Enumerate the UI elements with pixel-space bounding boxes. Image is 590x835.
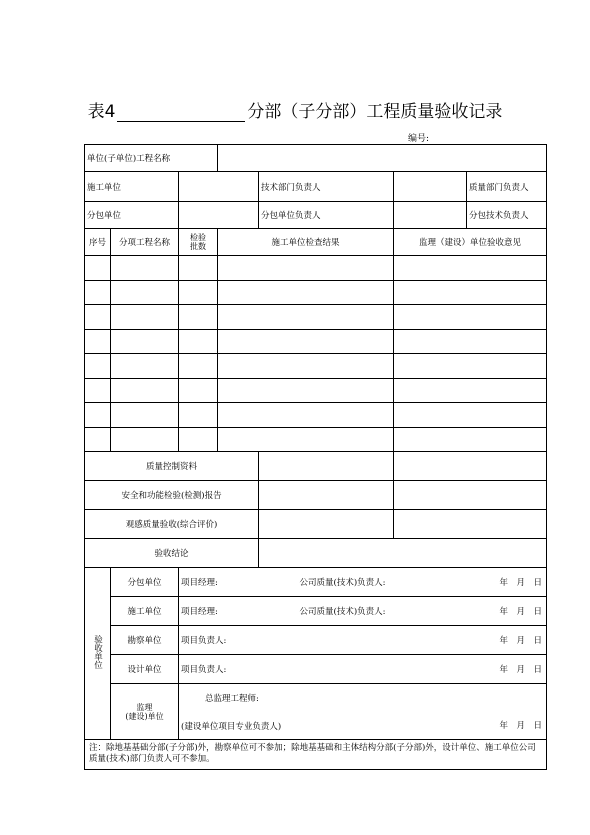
opinion-cell[interactable] [394,305,547,330]
seq-cell[interactable] [85,378,111,403]
acceptance-unit-label: 分包单位 [111,568,179,597]
table-row [85,305,547,330]
footnote: 注：除地基基础分部(子分部)外，勘察单位可不参加；除地基基础和主体结构分部(子分部)外，设计单位、施工单位公司质量(技术)部门负责人可不参加。 [85,740,547,770]
safety-report-opinion-field[interactable] [394,481,547,510]
acceptance-pm-label: 项目经理: [179,568,298,597]
appearance-opinion-field[interactable] [394,510,547,539]
acceptance-side-label-cell [85,568,111,740]
seq-cell[interactable] [85,427,111,452]
unit-project-name-field[interactable] [218,145,547,172]
row-unit-project [85,145,547,172]
opinion-cell[interactable] [394,354,547,379]
quality-docs-opinion-field[interactable] [394,452,547,481]
supervision-unit-label: 监理 (建设)单位 [111,684,179,740]
safety-report-result-field[interactable] [259,481,394,510]
col-opinion-header: 监理（建设）单位验收意见 [394,229,547,256]
acceptance-row-survey [85,626,547,655]
col-check-result-header: 施工单位检查结果 [218,229,394,256]
seq-cell[interactable] [85,305,111,330]
batch-count-cell[interactable] [179,378,218,403]
row-quality-docs [85,452,547,481]
row-construction-unit [85,172,547,202]
batch-count-cell[interactable] [179,354,218,379]
chief-supervisor-label: 总监理工程师: [205,694,259,704]
appearance-label: 观感质量验收(综合评价) [85,510,259,539]
acceptance-date: 年 月 日 [420,684,547,740]
subcontract-unit-field[interactable] [179,202,259,229]
opinion-cell[interactable] [394,256,547,281]
batch-count-cell[interactable] [179,256,218,281]
acceptance-qa-label: 公司质量(技术)负责人: [298,568,420,597]
row-column-headers [85,229,547,256]
acceptance-date: 年 月 日 [420,655,547,684]
unit-project-name-label: 单位(子单位)工程名称 [85,145,218,172]
check-result-cell[interactable] [218,305,394,330]
row-appearance [85,510,547,539]
batch-count-cell[interactable] [179,305,218,330]
subcontract-head-label: 分包单位负责人 [259,202,394,229]
opinion-cell[interactable] [394,378,547,403]
acceptance-row-subcontract [85,568,547,597]
row-safety-report [85,481,547,510]
batch-count-cell[interactable] [179,280,218,305]
item-name-cell[interactable] [111,378,179,403]
subcontract-unit-label: 分包单位 [85,202,179,229]
title-blank-field[interactable] [117,104,245,122]
form-title [0,97,590,122]
check-result-cell[interactable] [218,354,394,379]
conclusion-field[interactable] [259,539,547,568]
acceptance-unit-label: 施工单位 [111,597,179,626]
table-row [85,354,547,379]
subcontract-tech-head-label: 分包技术负责人 [467,202,547,229]
row-conclusion [85,539,547,568]
acceptance-row-construction [85,597,547,626]
check-result-cell[interactable] [218,280,394,305]
appearance-result-field[interactable] [259,510,394,539]
opinion-cell[interactable] [394,427,547,452]
conclusion-label: 验收结论 [85,539,259,568]
batch-count-cell[interactable] [179,329,218,354]
col-item-name-header: 分项工程名称 [111,229,179,256]
row-subcontract-unit [85,202,547,229]
item-name-cell[interactable] [111,329,179,354]
tech-dept-head-field[interactable] [394,172,467,202]
check-result-cell[interactable] [218,256,394,281]
acceptance-unit-label: 勘察单位 [111,626,179,655]
item-rows [85,256,547,452]
batch-count-cell[interactable] [179,427,218,452]
owner-project-head-label: (建设单位项目专业负责人) [181,722,282,732]
seq-cell[interactable] [85,354,111,379]
acceptance-row-supervision [85,684,547,740]
construction-unit-field[interactable] [179,172,259,202]
batch-count-cell[interactable] [179,403,218,428]
acceptance-date: 年 月 日 [420,597,547,626]
opinion-cell[interactable] [394,403,547,428]
item-name-cell[interactable] [111,427,179,452]
acceptance-date: 年 月 日 [420,568,547,597]
check-result-cell[interactable] [218,403,394,428]
item-name-cell[interactable] [111,256,179,281]
quality-dept-head-label: 质量部门负责人 [467,172,547,202]
check-result-cell[interactable] [218,329,394,354]
item-name-cell[interactable] [111,305,179,330]
col-seq-header: 序号 [85,229,111,256]
acceptance-qa-label: 公司质量(技术)负责人: [298,597,420,626]
seq-cell[interactable] [85,403,111,428]
opinion-cell[interactable] [394,280,547,305]
supervision-sign-cell [179,684,420,740]
serial-number-label: 编号: [408,134,430,144]
table-row [85,256,547,281]
table-row [85,280,547,305]
table-row [85,427,547,452]
seq-cell[interactable] [85,256,111,281]
acceptance-pm-label: 项目负责人: [179,626,420,655]
acceptance-unit-label: 设计单位 [111,655,179,684]
tech-dept-head-label: 技术部门负责人 [259,172,394,202]
seq-cell[interactable] [85,329,111,354]
item-name-cell[interactable] [111,354,179,379]
col-batch-count-header: 检验 批数 [179,229,218,256]
item-name-cell[interactable] [111,403,179,428]
subcontract-head-field[interactable] [394,202,467,229]
check-result-cell[interactable] [218,427,394,452]
row-note [85,740,547,770]
opinion-cell[interactable] [394,329,547,354]
seq-cell[interactable] [85,280,111,305]
quality-docs-result-field[interactable] [259,452,394,481]
acceptance-pm-label: 项目经理: [179,597,298,626]
item-name-cell[interactable] [111,280,179,305]
safety-report-label: 安全和功能检验(检测)报告 [85,481,259,510]
quality-docs-label: 质量控制资料 [85,452,259,481]
acceptance-row-design [85,655,547,684]
table-row [85,329,547,354]
acceptance-pm-label: 项目负责人: [179,655,420,684]
table-row [85,403,547,428]
title-suffix: 分部（子分部）工程质量验收记录 [247,102,503,122]
check-result-cell[interactable] [218,378,394,403]
table-row [85,378,547,403]
acceptance-record-table [84,144,547,770]
acceptance-side-label: 验收单位 [92,635,103,669]
acceptance-date: 年 月 日 [420,626,547,655]
title-prefix: 表4 [87,102,116,122]
construction-unit-label: 施工单位 [85,172,179,202]
